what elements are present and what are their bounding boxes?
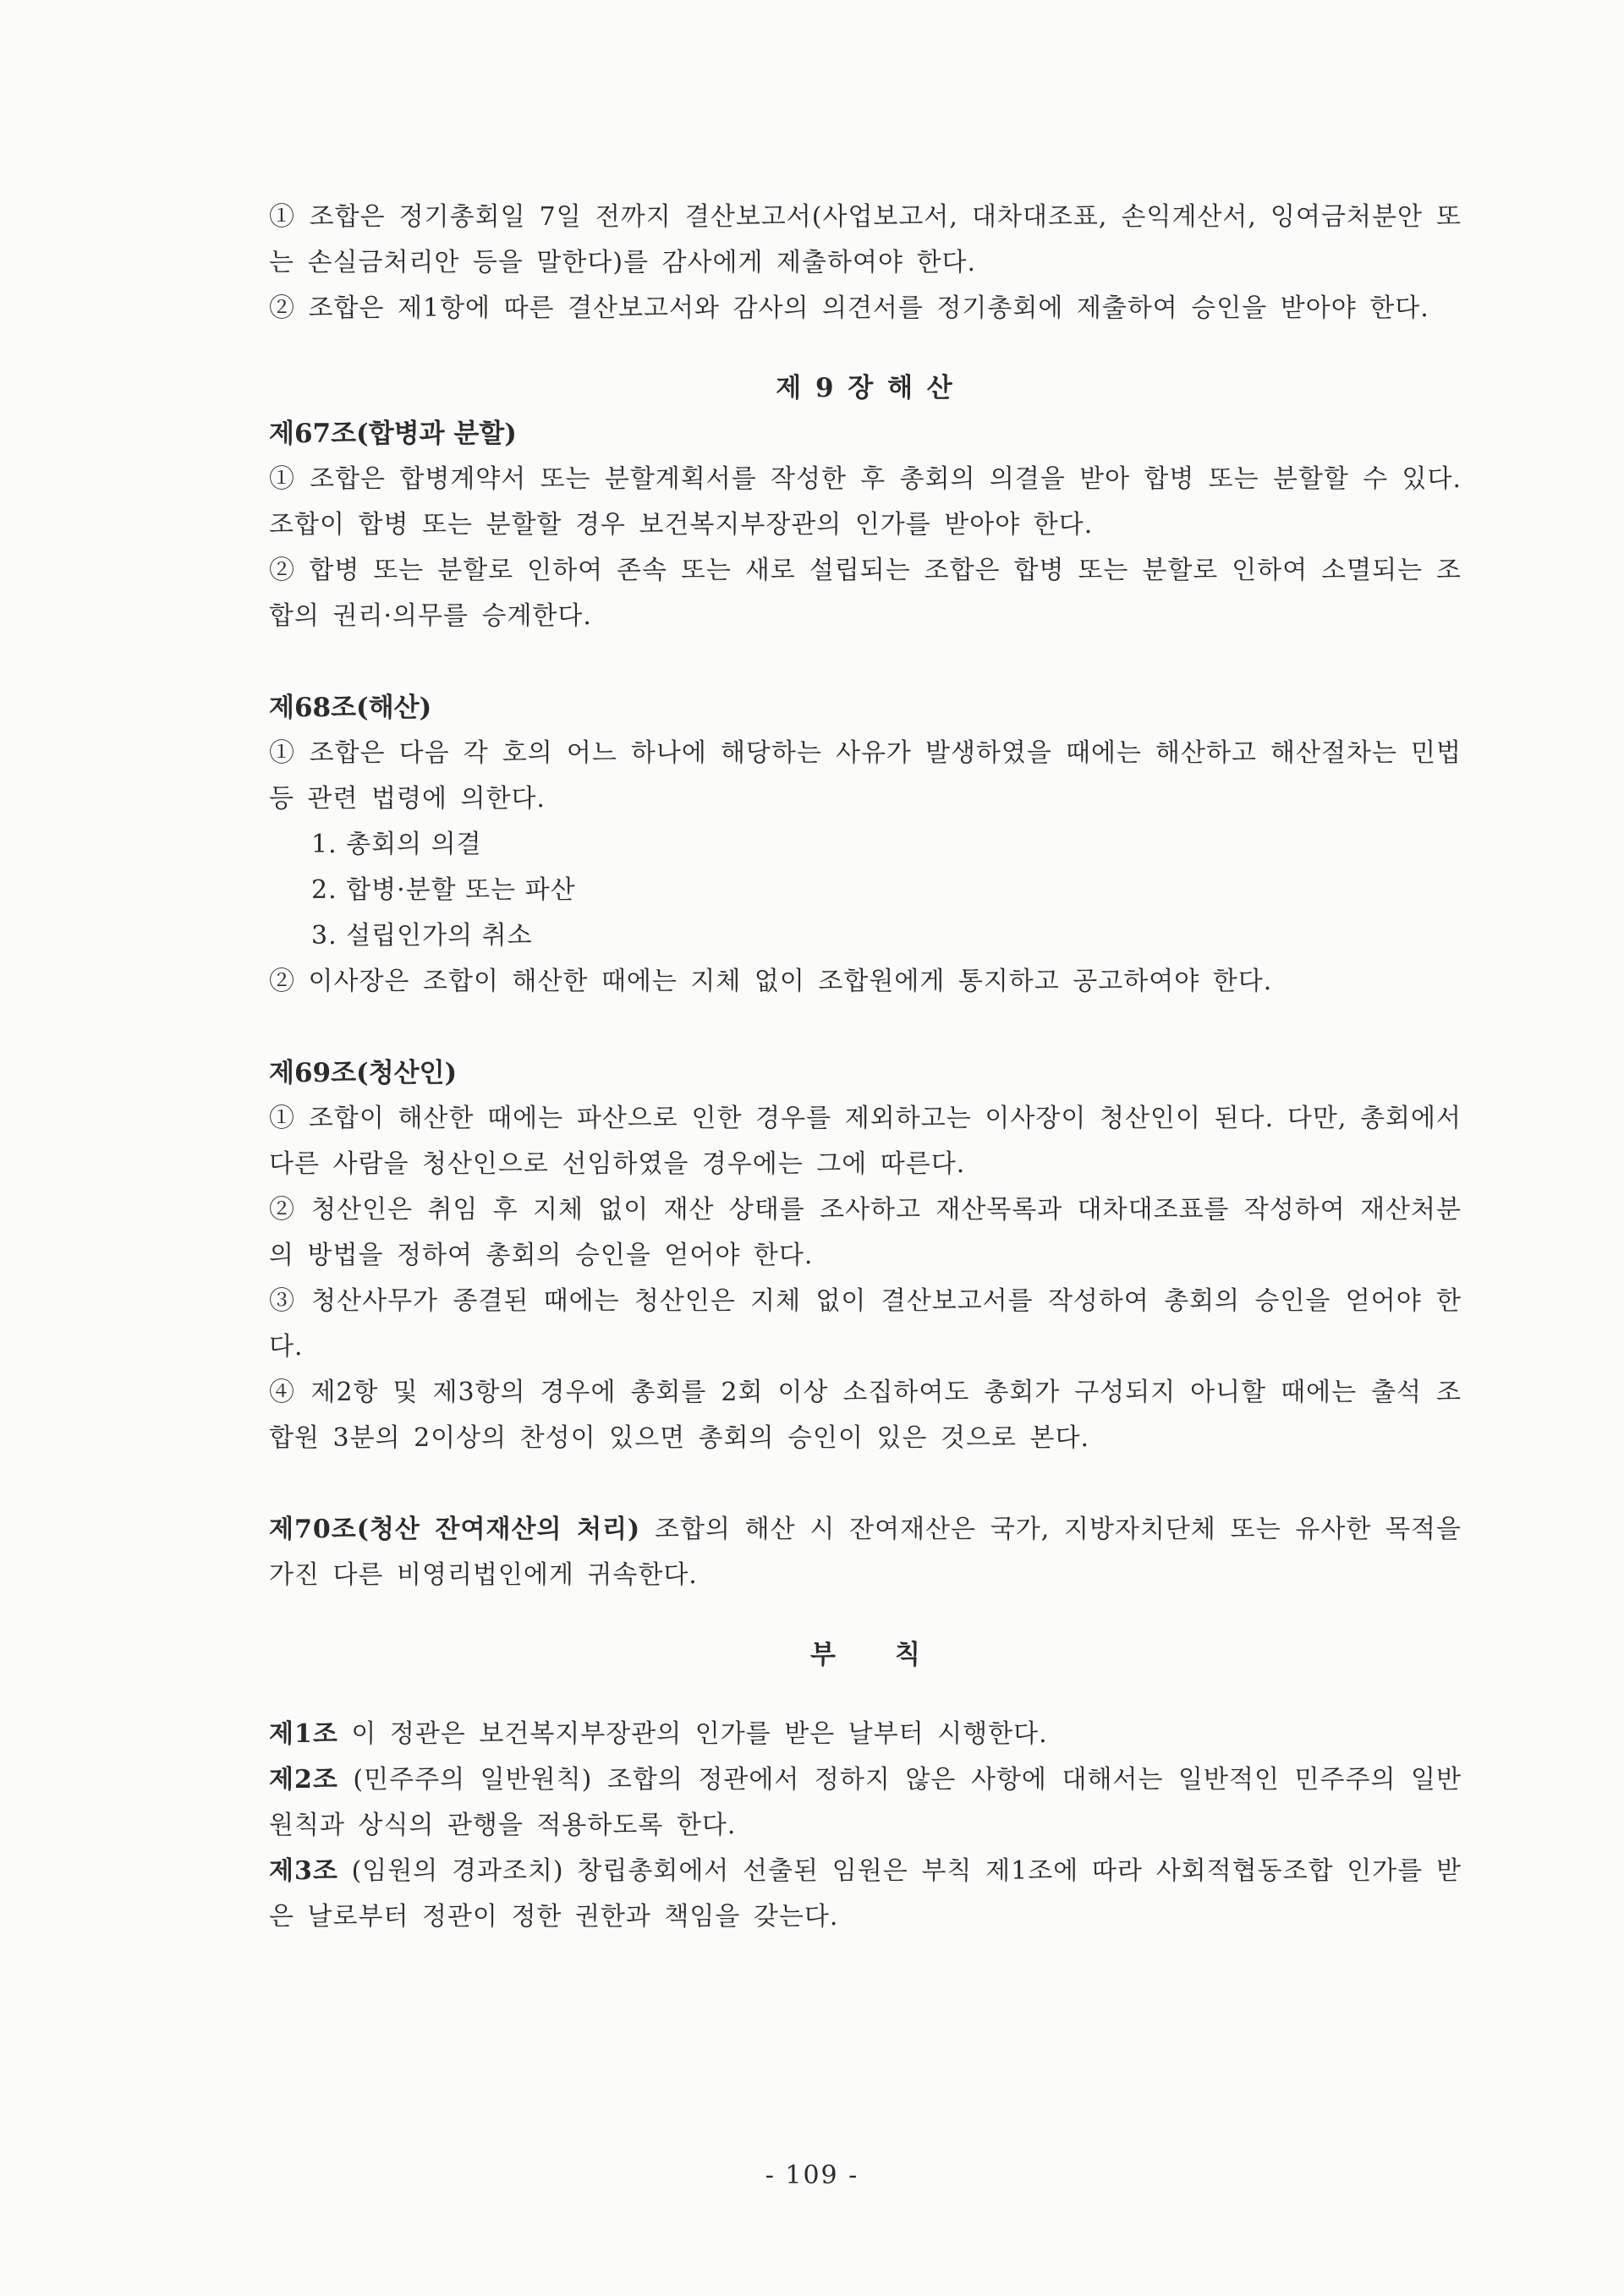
supplementary-title-right: 칙 — [895, 1640, 920, 1670]
section-spacer — [269, 1005, 1462, 1050]
supplementary-article-2 — [269, 1757, 1462, 1849]
supplementary-article-1-label: 제1조 — [269, 1719, 338, 1749]
article69-heading: 제69조(청산인) — [269, 1058, 458, 1088]
article68-paragraph-2: ② 이사장은 조합이 해산한 때에는 지체 없이 조합원에게 통지하고 공고하여야 한다. — [269, 967, 1273, 996]
supplementary-article-3 — [269, 1849, 1462, 1940]
article68-list-item-3: 3. 설립인가의 취소 — [311, 921, 533, 951]
page-number: - 109 - — [765, 2161, 859, 2190]
article69-paragraph-3: ③ 청산사무가 종결된 때에는 청산인은 지체 없이 결산보고서를 작성하여 총회의 승인을 얻어야 한다. — [269, 1286, 1462, 1362]
article70-heading: 제70조(청산 잔여재산의 처리) — [269, 1515, 641, 1544]
article69-paragraph-2: ② 청산인은 취임 후 지체 없이 재산 상태를 조사하고 재산목록과 대차대조표를 작성하여 재산처분의 방법을 정하여 총회의 승인을 얻어야 한다. — [269, 1195, 1462, 1270]
article68-paragraph-1: ① 조합은 다음 각 호의 어느 하나에 해당하는 사유가 발생하였을 때에는 해산하고 해산절차는 민법 등 관련 법령에 의한다. — [269, 738, 1462, 814]
article67-heading: 제67조(합병과 분할) — [269, 419, 517, 449]
article68-heading: 제68조(해산) — [269, 693, 432, 723]
article67-paragraph-2: ② 합병 또는 분할로 인하여 존속 또는 새로 설립되는 조합은 합병 또는 분할로 인하여 소멸되는 조합의 권리·의무를 승계한다. — [269, 556, 1462, 631]
article68-list-item-2: 2. 합병·분할 또는 파산 — [311, 875, 576, 905]
article70-text: 조합의 해산 시 잔여재산은 국가, 지방자치단체 또는 유사한 목적을 가진 다른 비영리법인에게 귀속한다. — [269, 1515, 1462, 1590]
supplementary-article-2-label: 제2조 — [269, 1765, 338, 1795]
article66-paragraph-1: ① 조합은 정기총회일 7일 전까지 결산보고서(사업보고서, 대차대조표, 손익계산서, 잉여금처분안 또는 손실금처리안 등을 말한다)를 감사에게 제출하여야 한다. — [269, 202, 1462, 277]
section-spacer — [269, 1461, 1462, 1507]
supplementary-article-1-text: 이 정관은 보건복지부장관의 인가를 받은 날부터 시행한다. — [337, 1719, 1048, 1749]
supplementary-article-3-text: (임원의 경과조치) 창립총회에서 선출된 임원은 부칙 제1조에 따라 사회적협동조합 인가를 받은 날로부터 정관이 정한 권한과 책임을 갖는다. — [269, 1856, 1462, 1932]
article67-paragraph-1: ① 조합은 합병계약서 또는 분할계획서를 작성한 후 총회의 의결을 받아 합병 또는 분할할 수 있다. 조합이 합병 또는 분할할 경우 보건복지부장관의 인가를 받아야 한다. — [269, 464, 1462, 540]
chapter-9-title: 제 9 장 해 산 — [776, 373, 955, 403]
article70-paragraph — [269, 1507, 1462, 1598]
supplementary-title-left: 부 — [810, 1640, 836, 1670]
article66-paragraph-2: ② 조합은 제1항에 따른 결산보고서와 감사의 의견서를 정기총회에 제출하여 승인을 받아야 한다. — [269, 293, 1429, 323]
supplementary-provisions-title — [269, 1632, 1462, 1678]
article69-paragraph-1: ① 조합이 해산한 때에는 파산으로 인한 경우를 제외하고는 이사장이 청산인이 된다. 다만, 총회에서 다른 사람을 청산인으로 선임하였을 경우에는 그에 따른다. — [269, 1104, 1462, 1179]
section-spacer — [269, 639, 1462, 685]
supplementary-article-1 — [269, 1712, 1462, 1757]
article68-list-item-1: 1. 총회의 의결 — [311, 830, 482, 859]
supplementary-article-2-text: (민주주의 일반원칙) 조합의 정관에서 정하지 않은 사항에 대해서는 일반적인 민주주의 일반원칙과 상식의 관행을 적용하도록 한다. — [269, 1765, 1462, 1840]
document-body — [269, 195, 1462, 1940]
supplementary-article-3-label: 제3조 — [269, 1856, 338, 1886]
article69-paragraph-4: ④ 제2항 및 제3항의 경우에 총회를 2회 이상 소집하여도 총회가 구성되지 아니할 때에는 출석 조합원 3분의 2이상의 찬성이 있으면 총회의 승인이 있은 것으로 본다. — [269, 1378, 1462, 1453]
